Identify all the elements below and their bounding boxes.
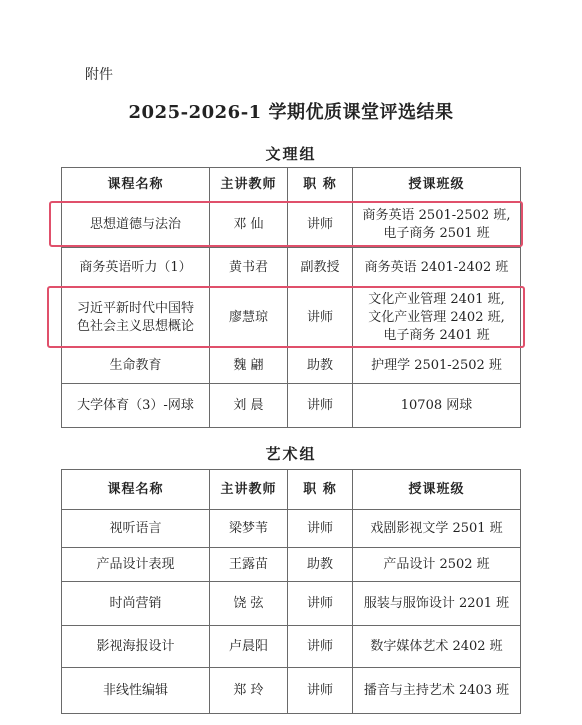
class-list	[353, 348, 521, 384]
liberal-group-table	[61, 167, 521, 428]
course-line: 习近平新时代中国特	[76, 300, 194, 316]
teacher-rank: 讲师	[288, 202, 353, 248]
table-row	[62, 582, 521, 626]
class-line: 商务英语 2501-2502 班,	[362, 207, 511, 223]
course-name: 生命教育	[62, 348, 210, 384]
teacher-rank: 讲师	[288, 582, 353, 626]
class-line: 服装与服饰设计 2201 班	[363, 595, 510, 611]
teacher-name: 邓 仙	[210, 202, 288, 248]
course-name: 视听语言	[62, 510, 210, 548]
class-list	[353, 626, 521, 668]
class-line: 10708 网球	[400, 397, 473, 413]
course-name	[62, 288, 210, 348]
teacher-rank: 讲师	[288, 626, 353, 668]
header-teacher: 主讲教师	[210, 470, 288, 510]
teacher-name: 廖慧琼	[210, 288, 288, 348]
class-line: 播音与主持艺术 2403 班	[363, 682, 510, 698]
course-name: 思想道德与法治	[62, 202, 210, 248]
header-classes: 授课班级	[353, 168, 521, 202]
teacher-name: 饶 弦	[210, 582, 288, 626]
class-line: 商务英语 2401-2402 班	[364, 259, 509, 275]
liberal-group-title: 文理组	[265, 145, 317, 163]
table-row	[62, 668, 521, 714]
header-course: 课程名称	[62, 470, 210, 510]
annex-label: 附件	[85, 67, 113, 83]
teacher-name: 王露苗	[210, 548, 288, 582]
table-row	[62, 510, 521, 548]
art-group-table	[61, 469, 521, 714]
teacher-rank: 讲师	[288, 510, 353, 548]
class-line: 文化产业管理 2402 班,	[368, 309, 505, 325]
course-line: 色社会主义思想概论	[76, 318, 194, 334]
table-row	[62, 202, 521, 248]
table-header-row	[62, 168, 521, 202]
class-list	[353, 510, 521, 548]
class-line: 电子商务 2501 班	[383, 225, 490, 241]
teacher-name: 卢晨阳	[210, 626, 288, 668]
course-name: 产品设计表现	[62, 548, 210, 582]
class-line: 文化产业管理 2401 班,	[368, 291, 505, 307]
teacher-name: 魏 翩	[210, 348, 288, 384]
table-row	[62, 248, 521, 288]
course-name: 非线性编辑	[62, 668, 210, 714]
class-list	[353, 384, 521, 428]
course-name: 影视海报设计	[62, 626, 210, 668]
class-list	[353, 202, 521, 248]
table-row	[62, 348, 521, 384]
teacher-rank: 副教授	[288, 248, 353, 288]
header-course: 课程名称	[62, 168, 210, 202]
teacher-rank: 讲师	[288, 384, 353, 428]
class-line: 戏剧影视文学 2501 班	[370, 520, 503, 536]
teacher-rank: 助教	[288, 548, 353, 582]
class-line: 数字媒体艺术 2402 班	[370, 638, 503, 654]
teacher-rank: 讲师	[288, 288, 353, 348]
table-row	[62, 384, 521, 428]
header-classes: 授课班级	[353, 470, 521, 510]
class-line: 电子商务 2401 班	[383, 327, 490, 343]
table-row	[62, 626, 521, 668]
teacher-name: 梁梦苇	[210, 510, 288, 548]
course-name: 时尚营销	[62, 582, 210, 626]
class-list	[353, 288, 521, 348]
table-row	[62, 288, 521, 348]
table-row	[62, 548, 521, 582]
header-rank: 职 称	[288, 470, 353, 510]
header-rank: 职 称	[288, 168, 353, 202]
class-list	[353, 548, 521, 582]
class-list	[353, 668, 521, 714]
course-name: 商务英语听力（1）	[62, 248, 210, 288]
class-list	[353, 248, 521, 288]
teacher-rank: 助教	[288, 348, 353, 384]
class-list	[353, 582, 521, 626]
teacher-name: 黄书君	[210, 248, 288, 288]
class-line: 护理学 2501-2502 班	[371, 357, 502, 373]
teacher-rank: 讲师	[288, 668, 353, 714]
page-title: 2025-2026-1 学期优质课堂评选结果	[128, 102, 454, 123]
teacher-name: 刘 晨	[210, 384, 288, 428]
art-group-title: 艺术组	[265, 445, 317, 463]
header-teacher: 主讲教师	[210, 168, 288, 202]
class-line: 产品设计 2502 班	[383, 556, 490, 572]
teacher-name: 郑 玲	[210, 668, 288, 714]
course-name: 大学体育（3）-网球	[62, 384, 210, 428]
table-header-row	[62, 470, 521, 510]
